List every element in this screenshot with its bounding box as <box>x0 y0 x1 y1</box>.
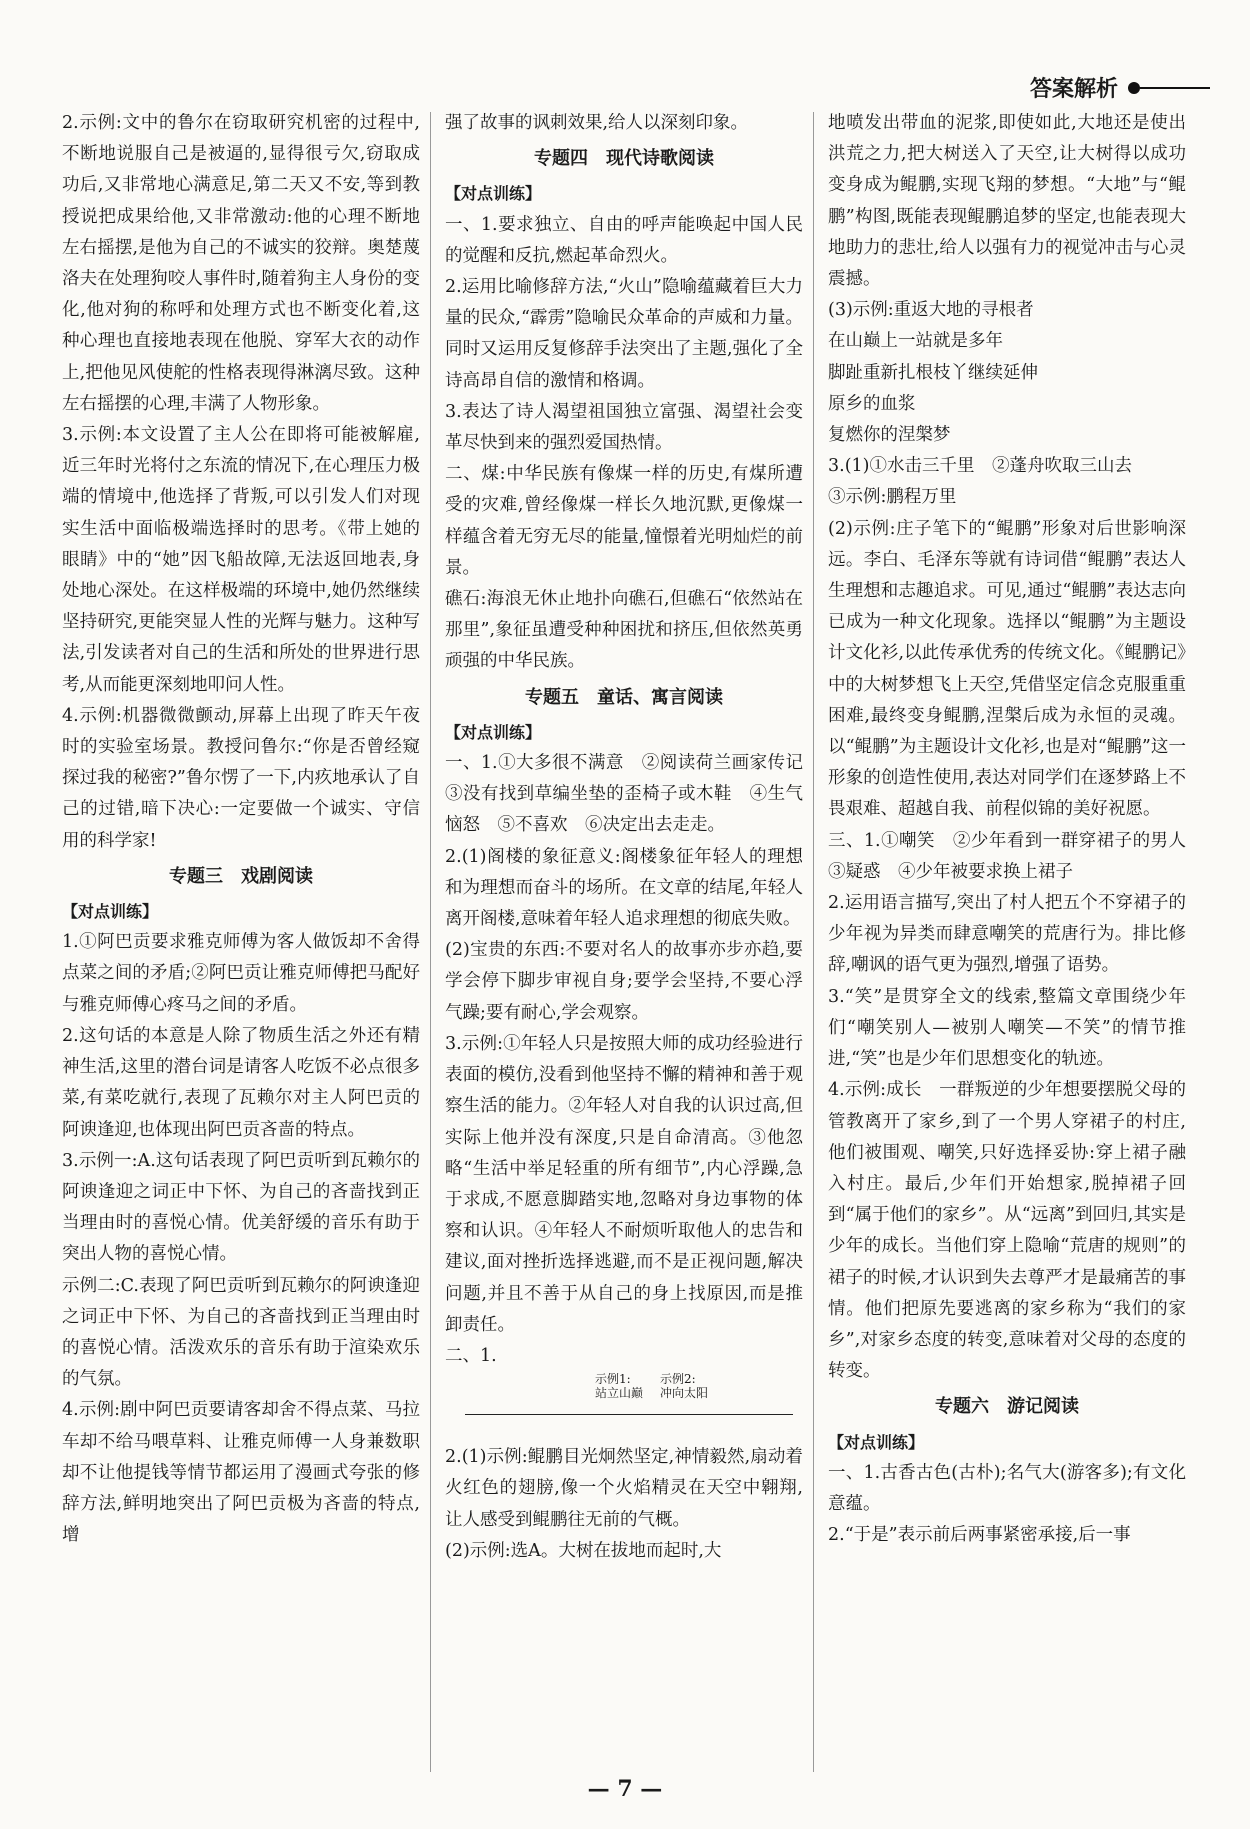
timeline-label <box>660 1372 708 1400</box>
answer-paragraph: 3.示例一:A.这句话表现了阿巴贡听到瓦赖尔的阿谀逢迎之词正中下怀、为自己的吝啬找到正当理由时的喜悦心情。优美舒缓的音乐有助于突出人物的喜悦心情。 <box>62 1150 420 1265</box>
column-divider <box>813 112 814 1772</box>
answer-paragraph: 一、1.要求独立、自由的呼声能唤起中国人民的觉醒和反抗,燃起革命烈火。 <box>445 214 803 266</box>
answer-paragraph: 2.(1)阁楼的象征意义:阁楼象征年轻人的理想和为理想而奋斗的场所。在文章的结尾,年轻人离开阁楼,意味着年轻人追求理想的彻底失败。 <box>445 846 803 930</box>
poem-line: 脚趾重新扎根枝丫继续延伸 <box>828 362 1038 383</box>
answer-paragraph: 强了故事的讽刺效果,给人以深刻印象。 <box>445 113 749 133</box>
page-number: — 7 — <box>587 1776 663 1802</box>
answer-paragraph: 2.(1)示例:鲲鹏目光炯然坚定,神情毅然,扇动着火红色的翅膀,像一个火焰精灵在天空中翱翔,让人感受到鲲鹏往无前的气概。 <box>445 1447 803 1530</box>
answer-paragraph: 2.这句话的本意是人除了物质生活之外还有精神生活,这里的潜台词是请客人吃饭不必点很多菜,有菜吃就行,表现了瓦赖尔对主人阿巴贡的阿谀逢迎,也体现出阿巴贡吝啬的特点。 <box>62 1025 420 1140</box>
page-header <box>1030 72 1210 103</box>
answer-paragraph: (2)示例:选A。大树在拔地而起时,大 <box>445 1540 722 1561</box>
column-left <box>62 108 420 1551</box>
timeline-diagram <box>445 1372 803 1442</box>
section-heading: 专题五 童话、寓言阅读 <box>525 686 723 708</box>
answer-paragraph: 一、1.古香古色(古朴);名气大(游客多);有文化意蕴。 <box>828 1462 1186 1514</box>
header-title: 答案解析 <box>1029 77 1118 102</box>
answer-paragraph: 一、1.①大多很不满意 ②阅读荷兰画家传记 ③没有找到草编坐垫的歪椅子或木鞋 ④生气恼怒 ⑤不喜欢 ⑥决定出去走走。 <box>445 753 821 836</box>
answer-paragraph: 3.示例:①年轻人只是按照大师的成功经验进行表面的模仿,没看到他坚持不懈的精神和善于观察生活的能力。②年轻人对自我的认识过高,但实际上他并没有深度,只是自命清高。③他忽略“生活中举足轻重的所有细节”,内心浮躁,急于求成,不愿意脚踏实地,忽略对身边事物的体察和认识。④年轻人不耐烦听取他人的忠告和建议,面对挫折选择逃避,而不是正视问题,解决问题,并且不善于从自己的身上找原因,而是推卸责任。 <box>445 1033 803 1335</box>
training-label: 【对点训练】 <box>62 902 159 922</box>
answer-paragraph: 2.运用语言描写,突出了村人把五个不穿裙子的少年视为异类而肆意嘲笑的荒唐行为。排比修辞,嘲讽的语气更为强烈,增强了语势。 <box>828 893 1186 976</box>
example-label: 示例1: <box>595 1372 631 1387</box>
answer-paragraph: ③示例:鹏程万里 <box>828 487 957 508</box>
example-text: 站立山巅 <box>595 1386 644 1401</box>
answer-paragraph: 3.示例:本文设置了主人公在即将可能被解雇,近三年时光将付之东流的情况下,在心理压力极端的情境中,他选择了背叛,可以引发人们对现实生活中面临极端选择时的思考。《带上她的眼睛》中的“她”因飞船故障,无法返回地表,身处地心深处。在这样极端的环境中,她仍然继续坚持研究,更能突显人性的光辉与魅力。这种写法,引发读者对自己的生活和所处的世界进行思考,从而能更深刻地叩问人性。 <box>62 425 420 695</box>
training-label: 【对点训练】 <box>445 722 542 742</box>
answer-paragraph: 地喷发出带血的泥浆,即使如此,大地还是使出洪荒之力,把大树送入了天空,让大树得以成功变身成为鲲鹏,实现飞翔的梦想。“大地”与“鲲鹏”构图,既能表现鲲鹏追梦的坚定,也能表现大地助力的悲壮,给人以强有力的视觉冲击与心灵震撼。 <box>828 113 1186 290</box>
answer-paragraph: 4.示例:成长 一群叛逆的少年想要摆脱父母的管教离开了家乡,到了一个男人穿裙子的村庄,他们被围观、嘲笑,只好选择妥协:穿上裙子融入村庄。最后,少年们开始想家,脱掉裙子回到“属于他们的家乡”。从“远离”到回归,其实是少年的成长。当他们穿上隐喻“荒唐的规则”的裙子的时候,才认识到失去尊严才是最痛苦的事情。他们把原先要逃离的家乡称为“我们的家乡”,对家乡态度的转变,意味着对父母的态度的转变。 <box>828 1080 1186 1382</box>
poem-line: 复燃你的涅槃梦 <box>828 425 951 446</box>
section-heading: 专题三 戏剧阅读 <box>169 865 313 887</box>
poem-line: 原乡的血浆 <box>828 393 916 414</box>
answer-paragraph: (2)宝贵的东西:不要对名人的故事亦步亦趋,要学会停下脚步审视自身;要学会坚持,不要心浮气躁;要有耐心,学会观察。 <box>445 940 803 1023</box>
answer-paragraph: 4.示例:剧中阿巴贡要请客却舍不得点菜、马拉车却不给马喂草料、让雅克师傅一人身兼数职却不让他提钱等情节都运用了漫画式夸张的修辞方法,鲜明地突出了阿巴贡极为吝啬的特点,增 <box>62 1400 420 1546</box>
training-label: 【对点训练】 <box>445 184 542 204</box>
timeline-label <box>595 1372 643 1400</box>
answer-paragraph: 4.示例:机器微微颤动,屏幕上出现了昨天午夜时的实验室场景。教授问鲁尔:“你是否曾经窥探过我的秘密?”鲁尔愣了一下,内疚地承认了自己的过错,暗下决心:一定要做一个诚实、守信用的科学家! <box>62 705 420 851</box>
answer-paragraph: 2.“于是”表示前后两事紧密承接,后一事 <box>828 1525 1131 1546</box>
answer-paragraph: 三、1.①嘲笑 ②少年看到一群穿裙子的男人 ③疑惑 ④少年被要求换上裙子 <box>828 830 1204 882</box>
answer-paragraph: 3.(1)①水击三千里 ②蓬舟吹取三山去 <box>828 456 1132 477</box>
answer-paragraph: (3)示例:重返大地的寻根者 <box>828 300 1034 321</box>
column-middle <box>445 108 821 1567</box>
answer-paragraph: 二、煤:中华民族有像煤一样的历史,有煤所遭受的灾难,曾经像煤一样长久地沉默,更像煤一样蕴含着无穷无尽的能量,憧憬着光明灿烂的前景。 <box>445 464 803 578</box>
answer-paragraph: 礁石:海浪无休止地扑向礁石,但礁石“依然站在那里”,象征虽遭受种种困扰和挤压,但依然英勇顽强的中华民族。 <box>445 589 803 672</box>
timeline-axis <box>465 1414 793 1415</box>
training-label: 【对点训练】 <box>828 1432 925 1452</box>
header-dot <box>1128 82 1140 94</box>
answer-paragraph: 2.示例:文中的鲁尔在窃取研究机密的过程中,不断地说服自己是被逼的,显得很亏欠,窃取成功后,又非常地心满意足,第二天又不安,等到教授说把成果给他,又非常激动:他的心理不断地左右摇摆,是他为自己的不诚实的狡辩。奥楚蔑洛夫在处理狗咬人事件时,随着狗主人身份的变化,他对狗的称呼和处理方式也不断变化着,这种心理也直接地表现在他脱、穿军大衣的动作上,把他见风使舵的性格表现得淋漓尽致。这种左右摇摆的心理,丰满了人物形象。 <box>62 113 420 414</box>
answer-paragraph: 3.“笑”是贯穿全文的线索,整篇文章围绕少年们“嘲笑别人—被别人嘲笑—不笑”的情节推进,“笑”也是少年们思想变化的轨迹。 <box>828 986 1186 1070</box>
column-divider <box>430 112 431 1772</box>
poem-line: 在山巅上一站就是多年 <box>828 331 1003 352</box>
answer-paragraph: 2.运用比喻修辞方法,“火山”隐喻蕴藏着巨大力量的民众,“霹雳”隐喻民众革命的声威和力量。同时又运用反复修辞手法突出了主题,强化了全诗高昂自信的激情和格调。 <box>445 277 803 391</box>
header-rule <box>1140 87 1210 89</box>
answer-paragraph: 二、1. <box>445 1345 497 1366</box>
answer-paragraph: (2)示例:庄子笔下的“鲲鹏”形象对后世影响深远。李白、毛泽东等就有诗词借“鲲鹏”表达人生理想和志趣追求。可见,通过“鲲鹏”表达志向已成为一种文化现象。选择以“鲲鹏”为主题设计文化衫,以此传承优秀的传统文化。《鲲鹏记》中的大树梦想飞上天空,凭借坚定信念克服重重困难,最终变身鲲鹏,涅槃后成为永恒的灵魂。以“鲲鹏”为主题设计文化衫,也是对“鲲鹏”这一形象的创造性使用,表达对同学们在逐梦路上不畏艰难、超越自我、前程似锦的美好祝愿。 <box>828 518 1186 820</box>
section-heading: 专题四 现代诗歌阅读 <box>534 148 714 170</box>
example-text: 冲向太阳 <box>660 1386 709 1401</box>
answer-paragraph: 示例二:C.表现了阿巴贡听到瓦赖尔的阿谀逢迎之词正中下怀、为自己的吝啬找到正当理由时的喜悦心情。活泼欢乐的音乐有助于渲染欢乐的气氛。 <box>62 1275 420 1390</box>
column-right <box>828 108 1204 1551</box>
example-label: 示例2: <box>660 1372 696 1387</box>
section-heading: 专题六 游记阅读 <box>935 1396 1079 1418</box>
answer-paragraph: 3.表达了诗人渴望祖国独立富强、渴望社会变革尽快到来的强烈爱国热情。 <box>445 401 803 454</box>
answer-paragraph: 1.①阿巴贡要求雅克师傅为客人做饭却不舍得点菜之间的矛盾;②阿巴贡让雅克师傅把马配好与雅克师傅心疼马之间的矛盾。 <box>62 932 420 1015</box>
